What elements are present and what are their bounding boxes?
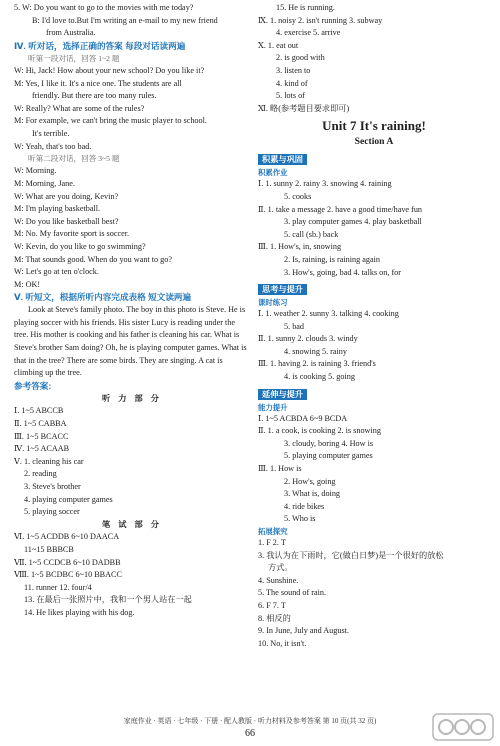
right-line: 4. exercise 5. arrive — [276, 28, 341, 38]
left-line: 14. He likes playing with his dog. — [24, 607, 135, 617]
left-line: 11~15 BBBCB — [24, 544, 74, 554]
right-line: 方式。 — [268, 563, 293, 573]
left-line: W: Hi, Jack! How about your new school? Do you like it? — [14, 65, 205, 75]
right-line: 4. is cooking 5. going — [284, 372, 355, 382]
right-line: 4. snowing 5. rainy — [284, 346, 347, 356]
left-line: W: Kevin, do you like to go swimming? — [14, 241, 146, 251]
right-line: Ⅱ. 1. a cook, is cooking 2. is snowing — [258, 426, 381, 436]
right-line: Ⅰ. 1~5 ACBDA 6~9 BCDA — [258, 413, 348, 423]
right-line: 2. Is, raining, is raining again — [284, 254, 380, 264]
right-line: 8. 相反的 — [258, 613, 291, 623]
left-line: Ⅰ. 1~5 ABCCB — [14, 406, 64, 416]
left-line: M: For example, we can't bring the music player to school. — [14, 116, 207, 126]
left-line: M: That sounds good. When do you want to go? — [14, 254, 172, 264]
right-line: 3. How's, going, bad 4. talks on, for — [284, 267, 401, 277]
right-line: 5. call (sb.) back — [284, 229, 339, 239]
left-line: 2. reading — [24, 469, 57, 479]
left-line: from Australia. — [46, 28, 96, 38]
left-line: Look at Steve's family photo. The boy in this photo is Steve. He is playing soccer with his friends. His sister Lucy is reading under the tree. His mother is cooking and his father is cleaning his car. What is Steve's brother Sam doing? Oh, he is playing computer games. What is that in the tree? There are some birds. They are singing. A cat is climbing up the tree. — [14, 305, 247, 378]
right-line: 积累作业 — [258, 168, 288, 178]
left-line: 11. runner 12. four/4 — [24, 582, 92, 592]
right-line: 5. bad — [284, 321, 305, 331]
right-line: Ⅱ. 1. sunny 2. clouds 3. windy — [258, 334, 358, 344]
left-line: W: Morning. — [14, 166, 57, 176]
left-line: M: OK! — [14, 279, 41, 289]
right-line: 5. lots of — [276, 91, 305, 101]
right-line: Ⅲ. 1. How is — [258, 464, 302, 474]
watermark-logo-icon — [432, 712, 494, 742]
left-line: Ⅳ. 听对话，选择正确的答案 每段对话读两遍 — [14, 40, 186, 51]
right-line: 3. 我认为在下雨时，它(做白日梦)是一个很好的放松 — [258, 550, 444, 560]
right-line: 4. Sunshine. — [258, 575, 299, 585]
right-line: 3. cloudy, boring 4. How is — [284, 438, 374, 448]
left-line: W: What are you doing, Kevin? — [14, 191, 119, 201]
left-line: W: Really? What are some of the rules? — [14, 103, 145, 113]
right-line: 2. is good with — [276, 53, 325, 63]
left-line: Ⅴ. 1. cleaning his car — [14, 456, 84, 466]
right-line: 9. In June, July and August. — [258, 626, 349, 636]
left-line: M: Morning, Jane. — [14, 178, 75, 188]
right-line: 4. kind of — [276, 78, 308, 88]
left-line: 3. Steve's brother — [24, 482, 81, 491]
right-line: 3. listen to — [276, 65, 311, 75]
left-line: Ⅶ. 1~5 CCDCB 6~10 DADBB — [14, 557, 121, 567]
right-line: 5. Who is — [284, 514, 316, 524]
right-line: Ⅲ. 1. having 2. is raining 3. friend's — [258, 359, 376, 369]
right-line: Ⅲ. 1. How's, in, snowing — [258, 242, 342, 252]
left-line: 13. 在最后一张照片中，我和一个男人站在一起 — [24, 595, 192, 605]
right-line: 拓展探究 — [258, 527, 288, 536]
left-line: It's terrible. — [32, 128, 70, 138]
left-line: Ⅵ. 1~5 ACDDB 6~10 DAACA — [14, 532, 120, 542]
right-line: Ⅸ. 1. noisy 2. isn't running 3. subway — [258, 15, 383, 25]
right-line: 15. He is running. — [276, 3, 335, 12]
left-line: 5. W: Do you want to go to the movies with me today? — [14, 3, 194, 12]
left-line: 参考答案: — [14, 380, 52, 391]
left-line: Ⅱ. 1~5 CABBA — [14, 419, 67, 429]
left-line: Ⅷ. 1~5 BCDBC 6~10 BBACC — [14, 570, 122, 580]
right-line: Unit 7 It's raining! — [322, 118, 426, 134]
right-line: Section A — [354, 136, 394, 148]
right-line: 6. F 7. T — [258, 600, 286, 610]
left-line: M: I'm playing basketball. — [14, 204, 101, 214]
right-line: 能力提升 — [258, 402, 288, 412]
left-line: W: Do you like basketball best? — [14, 216, 119, 226]
left-line: M: No. My favorite sport is soccer. — [14, 229, 130, 239]
right-line: 思考与提升 — [258, 284, 307, 295]
left-line: 听 力 部 分 — [102, 393, 162, 403]
left-line: 5. playing soccer — [24, 507, 80, 517]
page-footer: 家庭作业 · 英语 · 七年级 · 下册 · 配人教版 · 听力材料及参考答案 第 10 页(共 32 页) — [123, 717, 377, 725]
left-line: friendly. But there are too many rules. — [32, 91, 157, 101]
left-line: W: Yeah, that's too bad. — [14, 141, 92, 151]
right-line: Ⅹ. 1. eat out — [258, 40, 299, 50]
left-line: 听第二段对话，回答 3~5 题 — [28, 154, 120, 164]
right-line: 4. ride bikes — [284, 501, 325, 511]
right-line: 3. What is, doing — [284, 489, 341, 499]
right-column — [258, 2, 490, 650]
right-line: 10. No, it isn't. — [258, 638, 307, 648]
left-line: M: Yes, I like it. It's a nice one. The students are all — [14, 78, 182, 88]
left-line: 笔 试 部 分 — [102, 519, 162, 529]
right-line: Ⅺ. 略(参考题目要求即可) — [258, 103, 350, 113]
right-line: 课时练习 — [258, 298, 288, 308]
right-line: 5. The sound of rain. — [258, 588, 327, 598]
left-line: Ⅲ. 1~5 BCACC — [14, 431, 69, 441]
right-line: 5. playing computer games — [284, 451, 373, 461]
right-line: 5. cooks — [284, 191, 312, 201]
right-line: 2. How's, going — [284, 476, 336, 486]
left-line: Ⅳ. 1~5 ACAAB — [14, 444, 70, 454]
right-line: 3. play computer games 4. play basketball — [284, 217, 422, 227]
right-line: 1. F 2. T — [258, 538, 286, 547]
right-line: 延伸与提升 — [258, 389, 307, 400]
left-line: 听第一段对话，回答 1~2 题 — [28, 53, 120, 63]
left-column — [14, 2, 250, 620]
right-line: 积累与巩固 — [258, 154, 307, 165]
right-line: Ⅰ. 1. weather 2. sunny 3. talking 4. cooking — [258, 309, 399, 319]
left-line: W: Let's go at ten o'clock. — [14, 267, 99, 277]
right-line: Ⅱ. 1. take a message 2. have a good time/have fun — [258, 204, 423, 214]
left-line: B: I'd love to.But I'm writing an e-mail to my new friend — [32, 15, 218, 25]
left-line: Ⅴ. 听短文，根据所听内容完成表格 短文读两遍 — [14, 292, 192, 303]
right-line: Ⅰ. 1. sunny 2. rainy 3. snowing 4. raining — [258, 179, 392, 189]
page-number: 66 — [245, 728, 255, 739]
left-line: 4. playing computer games — [24, 494, 113, 504]
